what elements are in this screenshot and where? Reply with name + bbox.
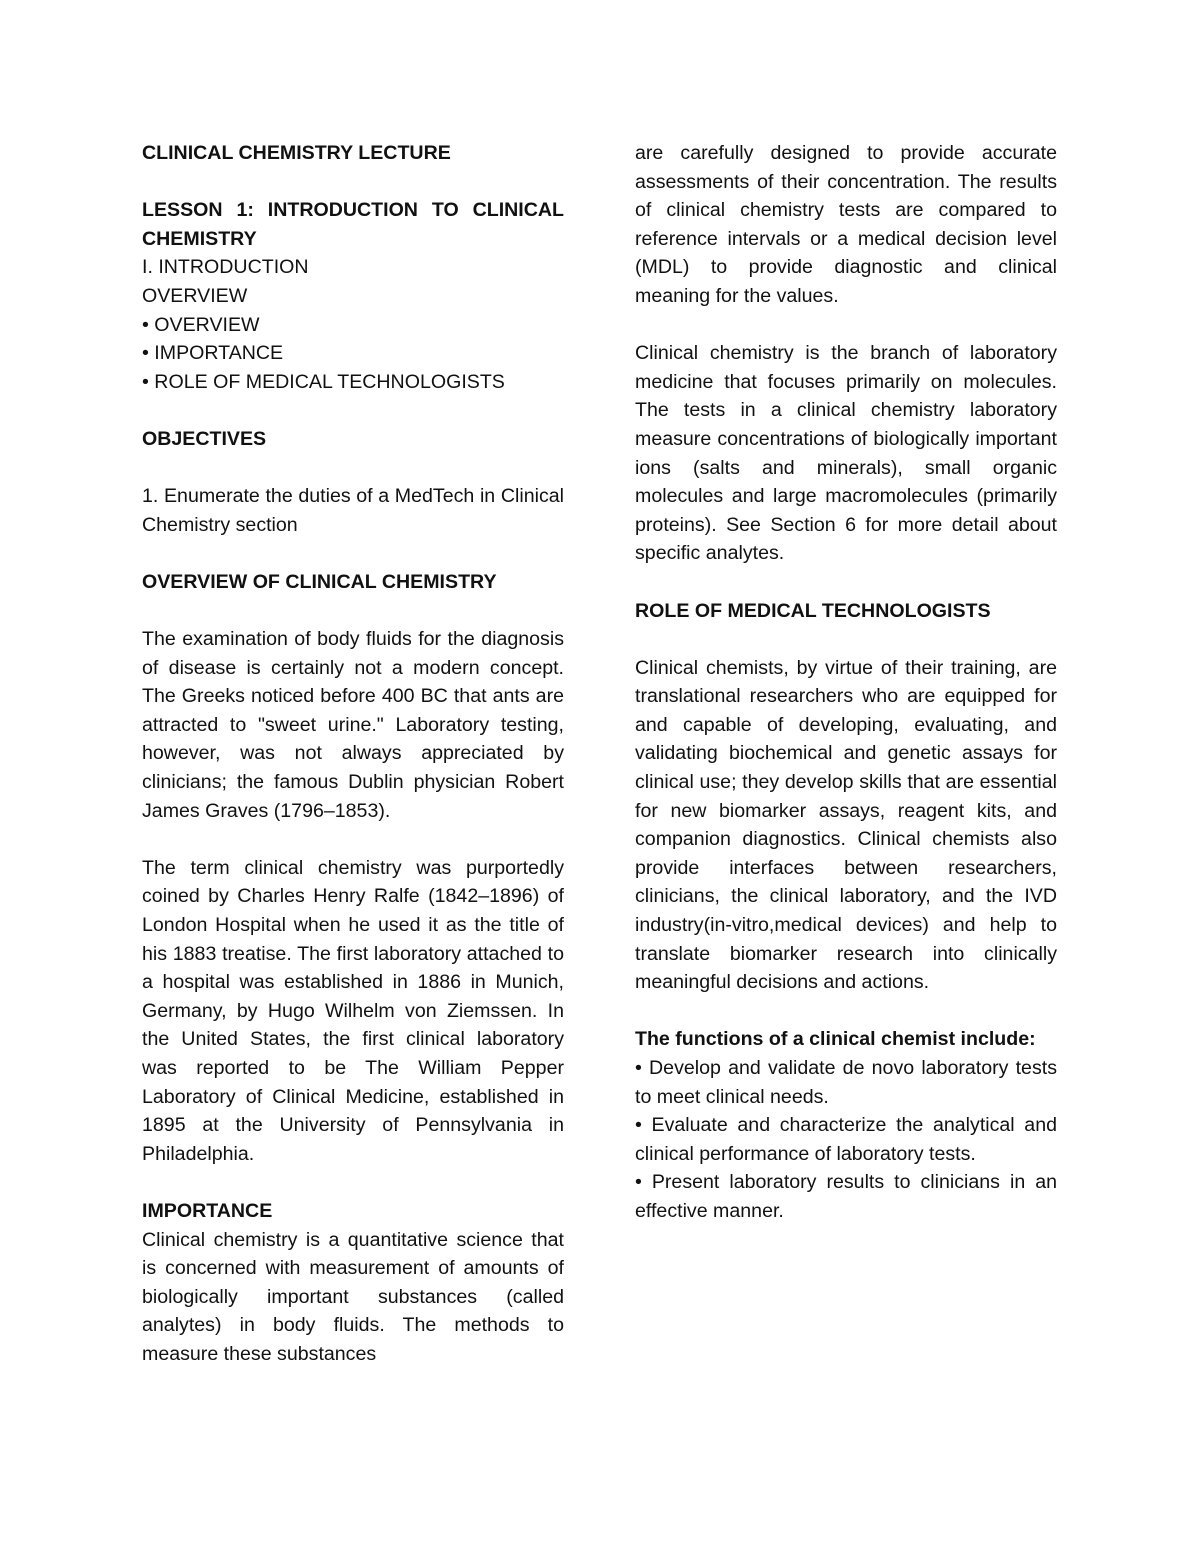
spacer <box>142 539 564 568</box>
spacer <box>635 311 1057 340</box>
importance-heading: IMPORTANCE <box>142 1199 273 1222</box>
importance-paragraph-continued: are carefully designed to provide accurate assessments of their concentration. The results of clinical chemistry tests are compared to reference intervals or a medical decision level (MDL) to provide diagnostic and clinical meaning for the values. <box>635 142 1057 307</box>
role-heading: ROLE OF MEDICAL TECHNOLOGISTS <box>635 599 991 622</box>
functions-heading: The functions of a clinical chemist include: <box>635 1028 1036 1051</box>
intro-heading: I. INTRODUCTION <box>142 256 309 279</box>
spacer <box>142 396 564 425</box>
function-item: • Evaluate and characterize the analytical and clinical performance of laboratory tests. <box>635 1114 1057 1165</box>
spacer <box>142 597 564 626</box>
objectives-heading: OBJECTIVES <box>142 427 267 450</box>
spacer <box>142 825 564 854</box>
toc-item-overview: • OVERVIEW <box>142 313 260 336</box>
function-item: • Present laboratory results to clinicians in an effective manner. <box>635 1171 1057 1222</box>
objective-item: 1. Enumerate the duties of a MedTech in Clinical Chemistry section <box>142 485 564 536</box>
overview-paragraph-2: The term clinical chemistry was purportedly coined by Charles Henry Ralfe (1842–1896) of London Hospital when he used it as the title of his 1883 treatise. The first laboratory attached to a hospital was established in 1886 in Munich, Germany, by Hugo Wilhelm von Ziemssen. In the United States, the first clinical laboratory was reported to be The William Pepper Laboratory of Clinical Medicine, established in 1895 at the University of Pennsylvania in Philadelphia. <box>142 856 564 1165</box>
lesson-title: LESSON 1: INTRODUCTION TO CLINICAL CHEMISTRY <box>142 199 564 250</box>
overview-paragraph-1: The examination of body fluids for the diagnosis of disease is certainly not a modern concept. The Greeks noticed before 400 BC that ants are attracted to "sweet urine." Laboratory testing, however, was not always appreciated by clinicians; the famous Dublin physician Robert James Graves (1796–1853). <box>142 628 564 822</box>
spacer <box>142 454 564 483</box>
spacer <box>142 1168 564 1197</box>
overview-heading: OVERVIEW OF CLINICAL CHEMISTRY <box>142 570 497 593</box>
branch-paragraph: Clinical chemistry is the branch of laboratory medicine that focuses primarily on molecules. The tests in a clinical chemistry laboratory measure concentrations of biologically important ions (salts and minerals), small organic molecules and large macromolecules (primarily proteins). See Section 6 for more detail about specific analytes. <box>635 342 1057 565</box>
toc-item-role: • ROLE OF MEDICAL TECHNOLOGISTS <box>142 370 505 393</box>
document-title: CLINICAL CHEMISTRY LECTURE <box>142 142 451 164</box>
importance-paragraph: Clinical chemistry is a quantitative science that is concerned with measurement of amounts of biologically important substances (called analytes) in body fluids. The methods to measure these substances <box>142 1228 564 1365</box>
role-paragraph: Clinical chemists, by virtue of their training, are translational researchers who are equipped for and capable of developing, evaluating, and validating biochemical and genetic assays for clinical use; they develop skills that are essential for new biomarker assays, reagent kits, and companion diagnostics. Clinical chemists also provide interfaces between researchers, clinicians, the clinical laboratory, and the IVD industry(in-vitro,medical devices) and help to translate biomarker research into clinically meaningful decisions and actions. <box>635 656 1057 994</box>
spacer <box>635 625 1057 654</box>
left-column <box>142 139 564 1369</box>
function-item: • Develop and validate de novo laboratory tests to meet clinical needs. <box>635 1057 1057 1108</box>
spacer <box>142 168 564 197</box>
spacer <box>635 568 1057 597</box>
toc-item-importance: • IMPORTANCE <box>142 342 284 365</box>
right-column <box>635 139 1057 1226</box>
overview-label: OVERVIEW <box>142 284 248 307</box>
spacer <box>635 997 1057 1026</box>
